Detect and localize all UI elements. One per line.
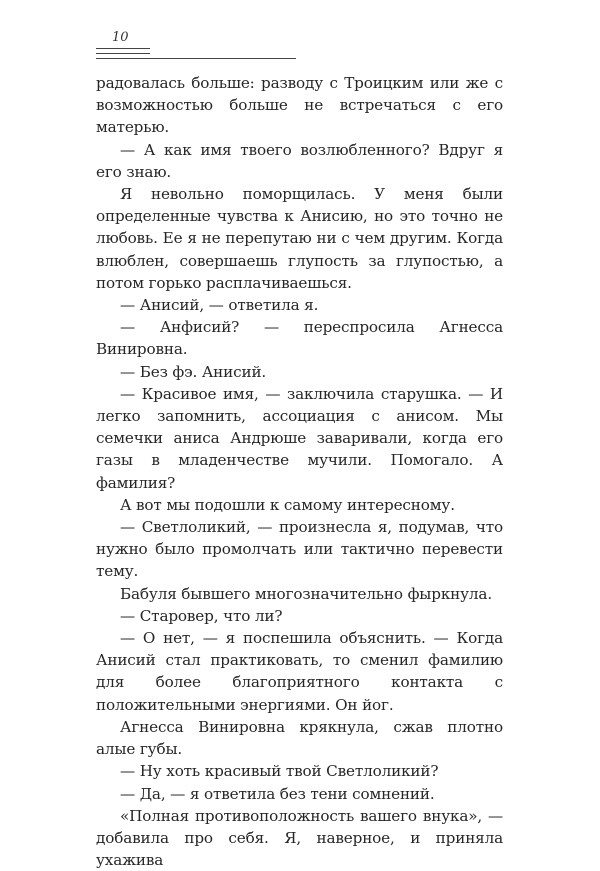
page-body-text: [96, 72, 503, 871]
header-rule-short-bottom: [96, 53, 150, 54]
paragraph: — Красивое имя, — заключила старушка. — И легко запомнить, ассоциация с анисом. Мы семечки аниса Андрюше заваривали, когда его газы в младенчестве мучили. Помогало. А фамилия?: [96, 384, 503, 492]
paragraph: — Ну хоть красивый твой Светлоликий?: [120, 762, 439, 781]
paragraph: — Светлоликий, — произнесла я, подумав, что нужно было промолчать или тактично перевести тему.: [96, 518, 503, 581]
paragraph: Бабуля бывшего многозначительно фыркнула.: [120, 584, 493, 603]
paragraph: — О нет, — я поспешила объяснить. — Когда Анисий стал практиковать, то сменил фамилию для более благоприятного контакта с положительными энергиями. Он йог.: [96, 629, 503, 714]
header-rule-short-top: [96, 48, 150, 49]
paragraph: — Без фэ. Анисий.: [120, 362, 267, 381]
paragraph: Агнесса Винировна крякнула, сжав плотно алые губы.: [96, 717, 503, 759]
paragraph: — Анисий, — ответила я.: [120, 296, 319, 315]
paragraph: — Анфисий? — переспросила Агнесса Винировна.: [96, 318, 503, 359]
paragraph: радовалась больше: разводу с Троицким или же с возможностью больше не встречаться с его матерью.: [96, 74, 503, 137]
page-header: [0, 0, 600, 80]
paragraph: — Да, — я ответила без тени сомнений.: [120, 784, 435, 803]
paragraph: Я невольно поморщилась. У меня были определенные чувства к Анисию, но это точно не любовь. Ее я не перепутаю ни с чем другим. Когда влюблен, совершаешь глупость за глупостью, а потом горько расплачиваешься.: [96, 185, 503, 292]
paragraph: «Полная противоположность вашего внука», — добавила про себя. Я, наверное, и приняла ухажива: [96, 806, 503, 870]
page-number: 10: [112, 30, 129, 45]
header-rule-long: [96, 58, 296, 59]
paragraph: А вот мы подошли к самому интересному.: [120, 495, 455, 514]
paragraph: — Старовер, что ли?: [120, 606, 283, 625]
paragraph: — А как имя твоего возлюбленного? Вдруг я его знаю.: [96, 140, 503, 181]
